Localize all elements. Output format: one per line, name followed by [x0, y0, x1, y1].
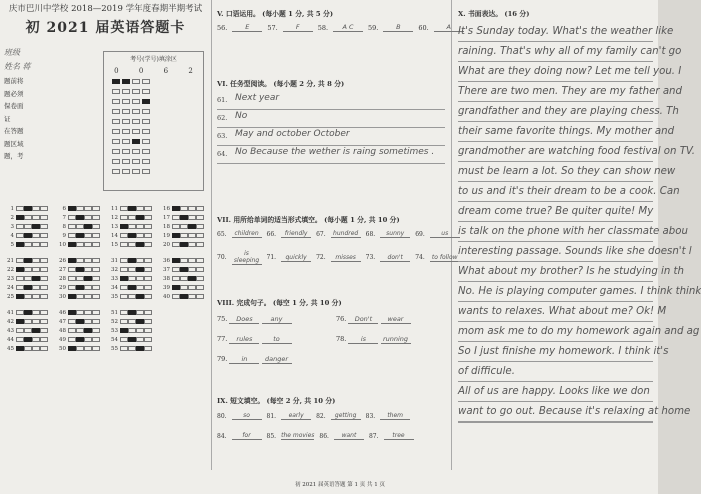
id-digit-1: 0 [114, 67, 119, 75]
student-id-grid [103, 51, 204, 191]
section-5 [217, 8, 451, 62]
section-6: VI. 任务型阅读。 (每小题 2 分, 共 8 分) 61. Next year 62. No 63. May and october October 64. No Because the wether is raing sometimes . [217, 78, 445, 198]
section-9-title: IX. 短文填空。 (每空 2 分, 共 10 分) [217, 397, 336, 405]
name-field [4, 61, 99, 75]
section-9-row-1: 80. so 81. early 82. getting 83. them [217, 412, 445, 420]
answer-60: A [434, 23, 464, 32]
answer-64: No Because the wether is raing sometimes . [235, 147, 435, 157]
section-8: VIII. 完成句子。 (每空 1 分, 共 10 分) 75. Does any 76. Don't wear 77. rules to 78. is running 79. in danger [217, 297, 445, 387]
section-7 [217, 214, 458, 280]
left-column [0, 0, 212, 470]
page-footer: 初 2021 届英语答题 第 1 页 共 1 页 [295, 482, 385, 488]
answer-61: Next year [235, 93, 280, 103]
mc-block: 46 47 48 49 50 [54, 308, 106, 353]
answer-57: F [283, 23, 313, 32]
mc-block: 6 7 8 9 10 [54, 204, 106, 249]
essay: It's Sunday today. What's the weather like raining. That's why all of my family can't go What are they doing now? Let me tell you. I There are two men. They are my father and grandfather and they are playing chess. Th their same favorite things. My mother and grandmother are watching food festival on TV. must be learn a lot. So they can show new to us and it's their dream to be a cook. Can dream come true? Be quiter quite! My is talk on the phone with her classmate abou interesting passage. Sounds like she doesn't l What about my brother? Is he studying in th No. He is playing computer games. I think think wants to relaxes. What about me? Ok! M mom ask me to do my homework again and ag So I just finishe my homework. I think it's of difficule. All of us are happy. Looks like we don want to go out. Because it's relaxing at home [458, 22, 653, 423]
middle-column [212, 0, 458, 470]
mc-block: 16 17 18 19 20 [158, 204, 210, 249]
section-10 [458, 8, 701, 453]
notice-list [4, 75, 99, 163]
section-5-answers [217, 23, 451, 32]
school-header: 庆市巴川中学校 2018—2019 学年度春期半期考试 [8, 4, 203, 14]
name-value: 蒋 [22, 62, 31, 71]
mc-block: 1 2 3 4 5 [2, 204, 54, 249]
answer-72: misses [331, 254, 361, 262]
notice-line-2: 题必须 [4, 89, 24, 98]
answer-58: A C [333, 23, 363, 32]
answer-63: May and october October [235, 129, 350, 139]
notice-line-1: 题前将 [4, 77, 24, 85]
multiple-choice-area [2, 202, 212, 452]
section-7-row-1: 65. children 66. friendly 67. hundred 68. sunny 69. us [217, 230, 445, 238]
right-column [452, 0, 701, 470]
answer-66: friendly [281, 230, 311, 238]
answer-73: don't [380, 254, 410, 262]
id-digit-3: 6 [163, 67, 169, 75]
answer-62: No [235, 111, 248, 121]
answer-74: to follow [430, 254, 460, 262]
answer-71: quickly [281, 254, 311, 262]
mc-block: 21 22 23 24 25 [2, 256, 54, 301]
notice-line-4: 证 [4, 114, 11, 123]
section-9-row-2: 84. for 85. the movies 86. want 87. tree [217, 432, 445, 440]
answer-56: E [232, 23, 262, 32]
id-digits [104, 67, 203, 75]
mc-block: 36 37 38 39 40 [158, 256, 210, 301]
id-bubbles [112, 76, 196, 182]
answer-59-num: 59. [368, 23, 379, 32]
answer-56-num: 56. [217, 23, 228, 32]
name-label: 姓名 [4, 62, 20, 71]
section-6-title: VI. 任务型阅读。 (每小题 2 分, 共 8 分) [217, 80, 345, 88]
section-8-title: VIII. 完成句子。 (每空 1 分, 共 10 分) [217, 299, 342, 307]
answer-68: sunny [380, 230, 410, 238]
section-7-title: VII. 用所给单词的适当形式填空。 (每小题 1 分, 共 10 分) [217, 216, 400, 224]
section-5-title: V. 口语运用。 (每小题 1 分, 共 5 分) [217, 10, 334, 18]
mc-block: 41 42 43 44 45 [2, 308, 54, 353]
mc-block: 11 12 13 14 15 [106, 204, 158, 249]
class-field [4, 47, 99, 61]
section-10-title: X. 书面表达。 (16 分) [458, 10, 530, 18]
class-label: 班级 [4, 48, 20, 57]
answer-58-num: 58. [317, 23, 329, 32]
answer-67: hundred [331, 230, 361, 238]
mc-block: 51 52 53 54 55 [106, 308, 158, 353]
notice-line-7: 题，考 [4, 152, 24, 160]
answer-60-num: 60. [418, 23, 429, 32]
mc-block: 26 27 28 29 30 [54, 256, 106, 301]
answer-70: is sleeping [232, 250, 262, 265]
id-digit-4: 2 [188, 67, 193, 75]
notice-line-3: 保卷面 [4, 102, 24, 110]
id-digit-2: 0 [138, 67, 144, 75]
notice-line-5: 在答题 [4, 127, 24, 135]
id-grid-title: 考号(学号)填涂区 [130, 56, 177, 63]
answer-57-num: 57. [267, 23, 278, 32]
mc-block: 31 32 33 34 35 [106, 256, 158, 301]
section-9 [217, 395, 445, 457]
notice-line-6: 题区域 [4, 139, 24, 148]
answer-59: B [383, 23, 413, 32]
student-info [4, 47, 99, 163]
answer-69: us [430, 230, 460, 238]
answer-65: children [232, 230, 262, 238]
page-title: 初 2021 届英语答题卡 [25, 20, 186, 36]
section-7-row-2: 70. is sleeping 71. quickly 72. misses 73. don't 74. to follow [217, 250, 445, 265]
